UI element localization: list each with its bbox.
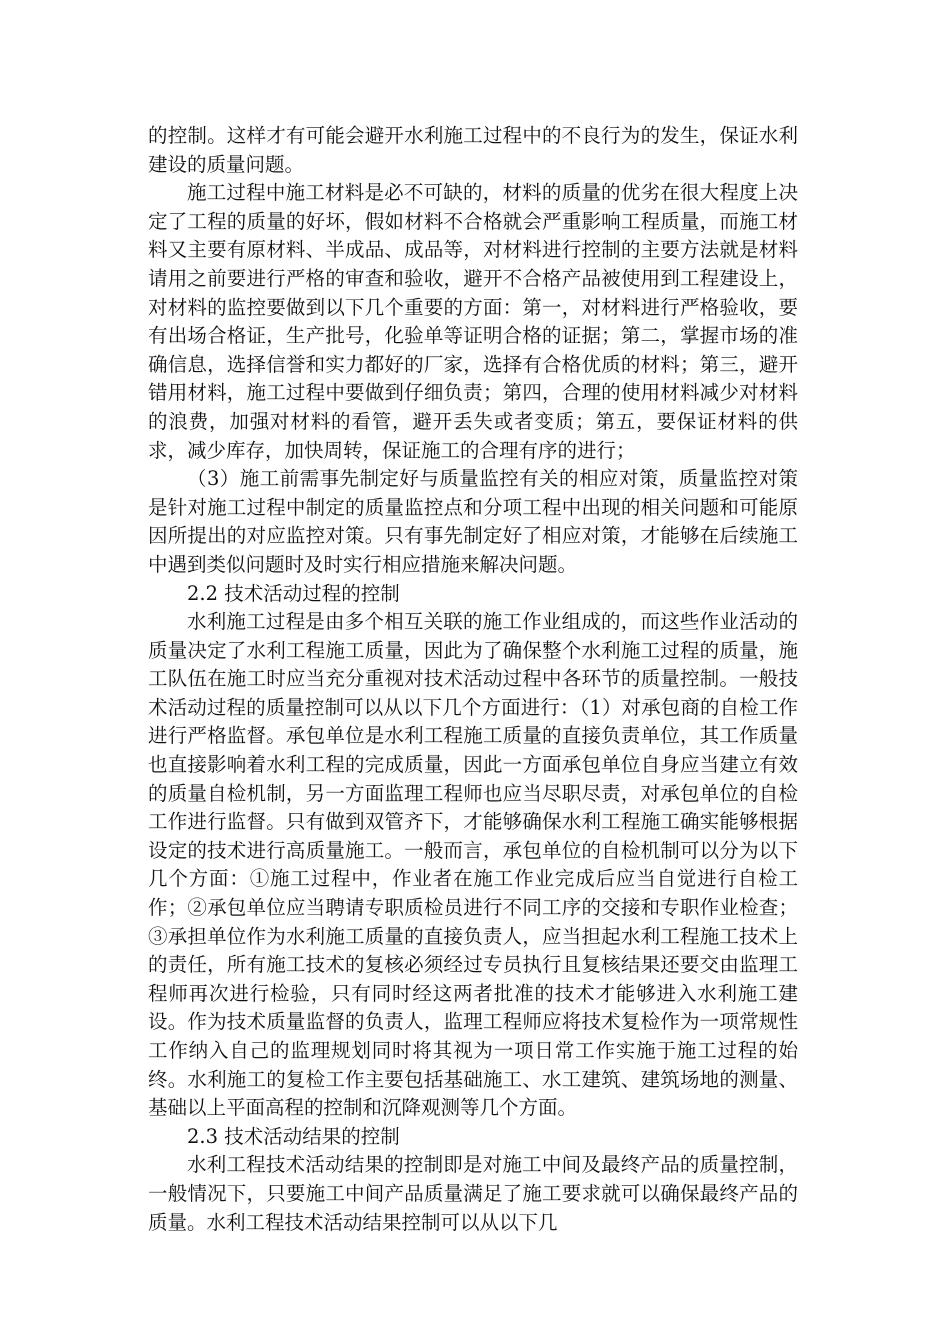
paragraph-materials: 施工过程中施工材料是必不可缺的，材料的质量的优劣在很大程度上决定了工程的质量的好坏，假如材料不合格就会严重影响工程质量，而施工材料又主要有原材料、半成品、成品等，对材料进行控制的主要方法就是材料请用之前要进行严格的审查和验收，避开不合格产品被使用到工程建设上，对材料的监控要做到以下几个重要的方面：第一，对材料进行严格验收，要有出场合格证，生产批号，化验单等证明合格的证据；第二，掌握市场的准确信息，选择信誉和实力都好的厂家，选择有合格优质的材料；第三，避开错用材料，施工过程中要做到仔细负责；第四，合理的使用材料减少对材料的浪费，加强对材料的看管，避开丢失或者变质；第五，要保证材料的供求，减少库存，加快周转，保证施工的合理有序的进行； — [148, 181, 798, 462]
paragraph-process-control: 水利施工过程是由多个相互关联的施工作业组成的，而这些作业活动的质量决定了水利工程施工质量，因此为了确保整个水利施工过程的质量，施工队伍在施工时应当充分重视对技术活动过程中各环节的质量控制。一般技术活动过程的质量控制可以从以下几个方面进行：（1）对承包商的自检工作进行严格监督。承包单位是水利工程施工质量的直接负责单位，其工作质量也直接影响着水利工程的完成质量，因此一方面承包单位自身应当建立有效的质量自检机制，另一方面监理工程师也应当尽职尽责，对承包单位的自检工作进行监督。只有做到双管齐下，才能够确保水利工程施工确实能够根据设定的技术进行高质量施工。一般而言，承包单位的自检机制可以分为以下几个方面：①施工过程中，作业者在施工作业完成后应当自觉进行自检工作；②承包单位应当聘请专职质检员进行不同工序的交接和专职作业检查；③承担单位作为水利施工质量的直接负责人，应当担起水利工程施工技术上的责任，所有施工技术的复核必须经过专员执行且复核结果还要交由监理工程师再次进行检验，只有同时经这两者批准的技术才能够进入水利施工建设。作为技术质量监督的负责人，监理工程师应将技术复检作为一项常规性工作纳入自己的监理规划同时将其视为一项日常工作实施于施工过程的始终。水利施工的复检工作主要包括基础施工、水工建筑、建筑场地的测量、基础以上平面高程的控制和沉降观测等几个方面。 — [148, 610, 798, 1120]
document-body — [148, 122, 798, 1237]
paragraph-result-control: 水利工程技术活动结果的控制即是对施工中间及最终产品的质量控制，一般情况下，只要施工中间产品质量满足了施工要求就可以确保最终产品的质量。水利工程技术活动结果控制可以从以下几 — [148, 1153, 798, 1234]
paragraph-continuation: 的控制。这样才有可能会避开水利施工过程中的不良行为的发生，保证水利建设的质量问题。 — [148, 124, 798, 176]
section-heading-2-2: 2.2 技术活动过程的控制 — [187, 581, 400, 605]
paragraph-countermeasures: （3）施工前需事先制定好与质量监控有关的相应对策，质量监控对策是针对施工过程中制定的质量监控点和分项工程中出现的相关问题和可能原因所提出的对应监控对策。只有事先制定好了相应对策，才能够在后续施工中遇到类似问题时及时实行相应措施来解决问题。 — [148, 467, 798, 576]
section-heading-2-3: 2.3 技术活动结果的控制 — [187, 1124, 400, 1148]
